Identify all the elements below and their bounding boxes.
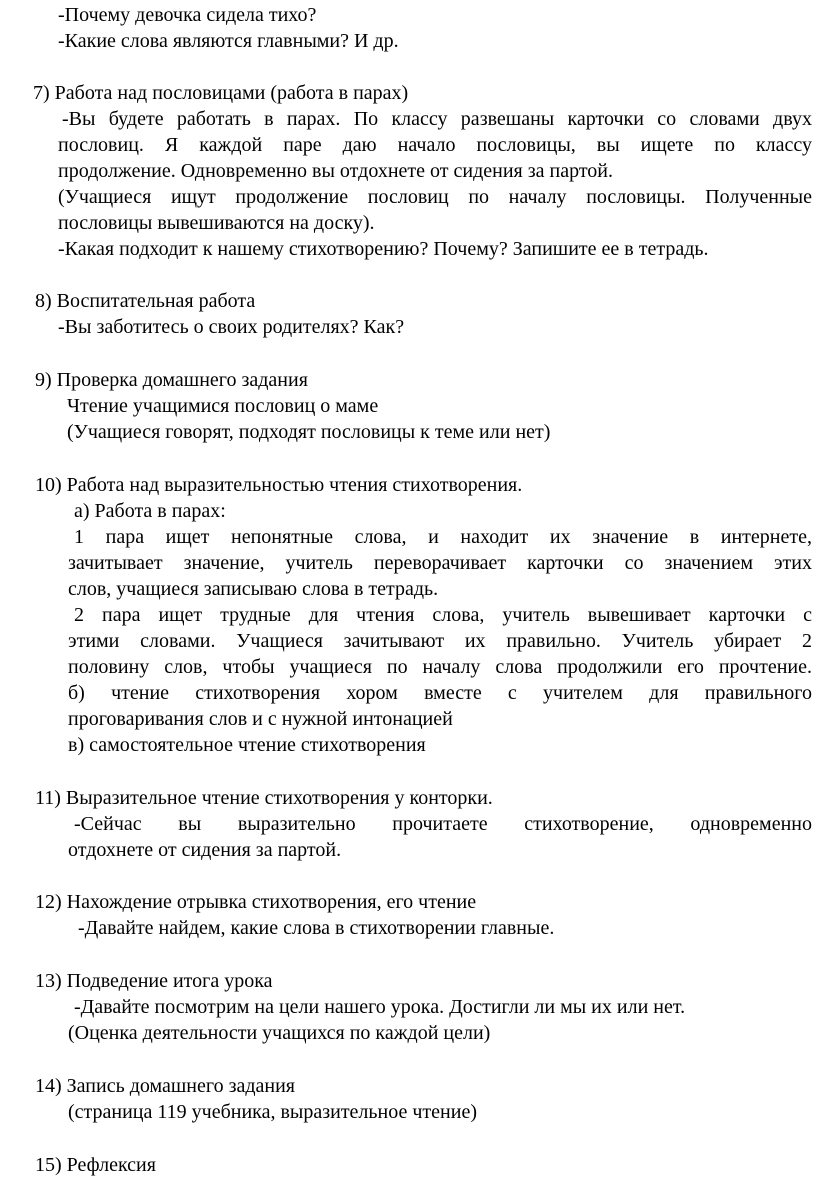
subsection-a: а) Работа в парах:	[74, 500, 226, 522]
body-line: зачитывает значение, учитель переворачивает карточки со значением этих	[68, 552, 812, 574]
section-15-title: 15) Рефлексия	[35, 1154, 156, 1176]
body-line: -Вы будете работать в парах. По классу развешаны карточки со словами двух	[62, 108, 812, 130]
body-line: (страница 119 учебника, выразительное чтение)	[68, 1101, 477, 1123]
section-10-title: 10) Работа над выразительностью чтения стихотворения.	[35, 474, 523, 496]
section-9-title: 9) Проверка домашнего задания	[35, 369, 308, 391]
subsection-v: в) самостоятельное чтение стихотворения	[68, 734, 426, 756]
body-line: половину слов, чтобы учащиеся по началу слова продолжили его прочтение.	[68, 656, 812, 678]
section-12-title: 12) Нахождение отрывка стихотворения, его чтение	[35, 891, 477, 913]
body-line: -Вы заботитесь о своих родителях? Как?	[58, 316, 405, 338]
body-line: (Учащиеся говорят, подходят пословицы к теме или нет)	[67, 421, 551, 443]
body-line: слов, учащиеся записываю слова в тетрадь.	[68, 578, 439, 600]
body-line: -Сейчас вы выразительно прочитаете стихотворение, одновременно	[74, 813, 812, 835]
question-line: -Почему девочка сидела тихо?	[58, 4, 317, 26]
body-line: отдохнете от сидения за партой.	[68, 839, 342, 861]
question-line: -Какие слова являются главными? И др.	[58, 30, 399, 52]
body-line: 2 пара ищет трудные для чтения слова, учитель вывешивает карточки с	[74, 604, 812, 626]
body-line: продолжение. Одновременно вы отдохнете от сидения за партой.	[58, 160, 614, 182]
body-line: пословицы вывешиваются на доску).	[58, 212, 375, 234]
section-8-title: 8) Воспитательная работа	[35, 290, 256, 312]
subsection-b: б) чтение стихотворения хором вместе с учителем для правильного	[68, 682, 812, 704]
body-line: -Давайте посмотрим на цели нашего урока. Достигли ли мы их или нет.	[74, 996, 686, 1018]
section-7-title: 7) Работа над пословицами (работа в парах)	[33, 82, 409, 104]
body-line: проговаривания слов и с нужной интонацией	[68, 708, 453, 730]
section-14-title: 14) Запись домашнего задания	[35, 1075, 296, 1097]
section-11-title: 11) Выразительное чтение стихотворения у конторки.	[35, 787, 493, 809]
body-line: -Какая подходит к нашему стихотворению? Почему? Запишите ее в тетрадь.	[58, 238, 709, 260]
body-line: (Оценка деятельности учащихся по каждой цели)	[68, 1022, 491, 1044]
section-13-title: 13) Подведение итога урока	[35, 970, 273, 992]
body-line: (Учащиеся ищут продолжение пословиц по началу пословицы. Полученные	[58, 186, 812, 208]
body-line: 1 пара ищет непонятные слова, и находит их значение в интернете,	[74, 526, 812, 548]
body-line: Чтение учащимися пословиц о маме	[67, 395, 379, 417]
body-line: пословиц. Я каждой паре даю начало пословицы, вы ищете по классу	[58, 134, 812, 156]
body-line: -Давайте найдем, какие слова в стихотворении главные.	[78, 917, 555, 939]
body-line: этими словами. Учащиеся зачитывают их правильно. Учитель убирает 2	[68, 630, 812, 652]
